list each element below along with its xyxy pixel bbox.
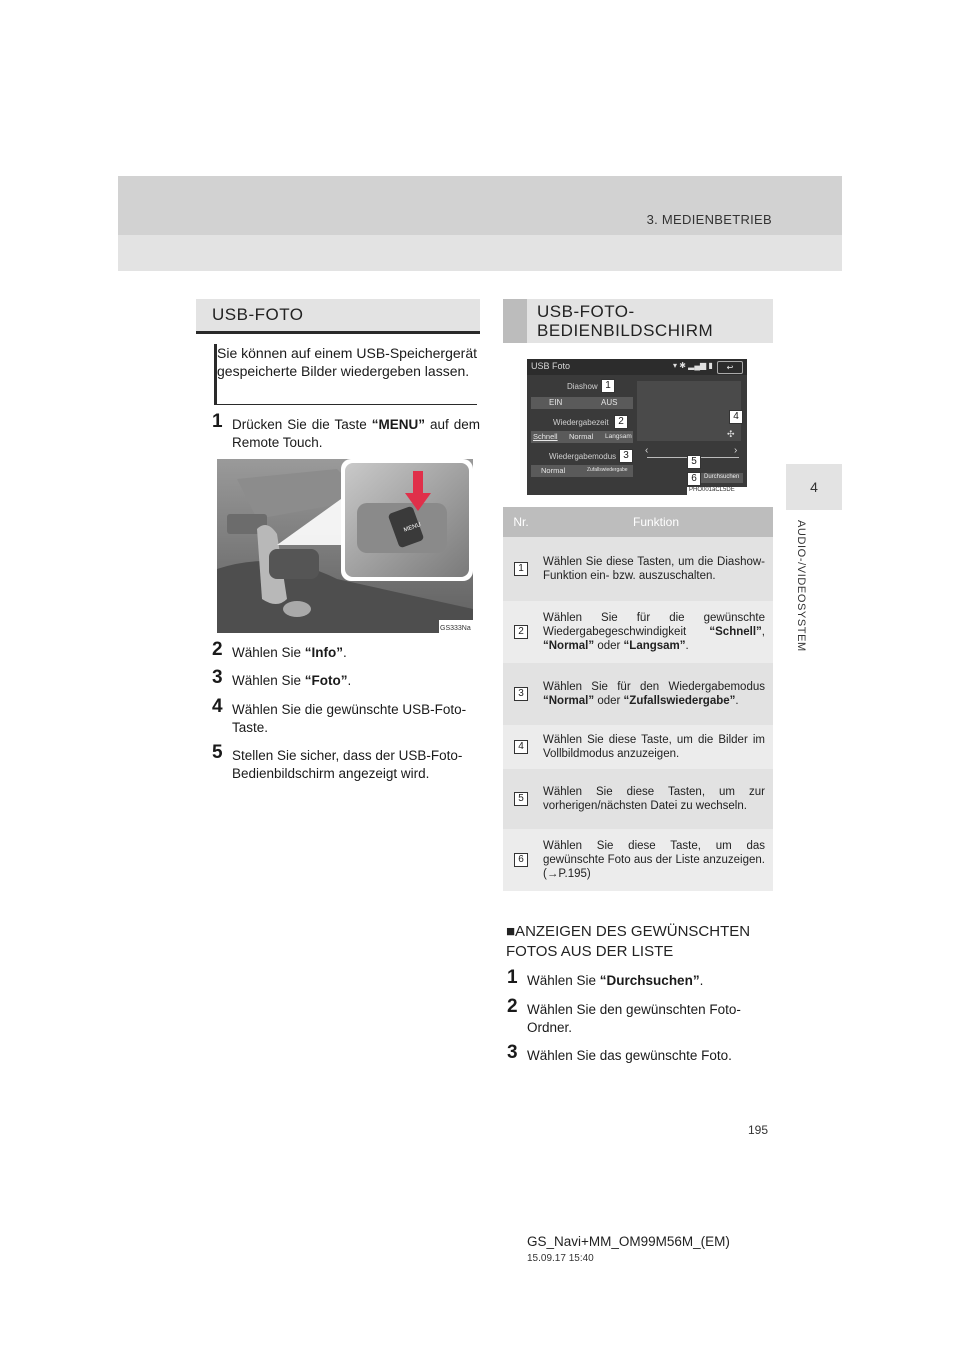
step-text: Wählen Sie die gewünschte USB-Foto-Taste. bbox=[232, 702, 467, 735]
intro-box bbox=[214, 344, 477, 405]
number-box: 2 bbox=[514, 625, 528, 639]
page-number: 195 bbox=[748, 1123, 769, 1137]
right-step-3 bbox=[507, 1042, 773, 1065]
step-text: Drücken Sie die Taste bbox=[232, 417, 372, 432]
table-row bbox=[503, 663, 773, 725]
section-heading-bedienbildschirm bbox=[503, 299, 773, 343]
back-icon: ↩ bbox=[726, 363, 734, 372]
diashow-toggle-row bbox=[531, 397, 633, 409]
function-table bbox=[503, 507, 773, 891]
left-step-5 bbox=[212, 742, 480, 783]
back-button[interactable] bbox=[717, 361, 743, 374]
diashow-label: Diashow bbox=[567, 382, 598, 391]
step-number: 3 bbox=[212, 667, 223, 688]
step-number: 5 bbox=[212, 742, 223, 763]
screen-code: PHO001aCL5DE bbox=[689, 487, 735, 493]
zufall-button[interactable]: Zufallswiedergabe bbox=[587, 467, 628, 473]
col-nr: Nr. bbox=[503, 507, 539, 537]
row-number bbox=[503, 769, 539, 829]
row-number bbox=[503, 829, 539, 891]
step-text: Wählen Sie bbox=[527, 973, 600, 988]
chapter-tab: 4 bbox=[786, 464, 842, 510]
number-box: 3 bbox=[514, 687, 528, 701]
step-number: 2 bbox=[507, 996, 518, 1017]
callout-4: 4 bbox=[729, 410, 743, 424]
step-text: . bbox=[699, 973, 704, 988]
step-number: 2 bbox=[212, 639, 223, 660]
table-row bbox=[503, 601, 773, 663]
col-funktion: Funktion bbox=[539, 507, 773, 537]
right-step-2 bbox=[507, 996, 773, 1037]
langsam-button[interactable]: Langsam bbox=[605, 433, 632, 440]
step-text: auf dem Remote Touch. bbox=[232, 417, 480, 450]
normal-mode-button[interactable]: Normal bbox=[541, 466, 566, 475]
usb-foto-screen bbox=[527, 359, 747, 495]
title-line-2: BEDIENBILDSCHIRM bbox=[537, 321, 714, 340]
step-bold: “MENU” bbox=[371, 417, 425, 432]
step-text: Wählen Sie das gewünschte Foto. bbox=[527, 1048, 732, 1063]
row-function: Wählen Sie diese Tasten, um die Diashow-Funktion ein- bzw. auszuschalten. bbox=[539, 537, 773, 601]
row-function: Wählen Sie für die gewünschte Wiedergabegeschwindigkeit “Schnell”, “Normal” oder “Langsam”. bbox=[539, 601, 773, 663]
row-number bbox=[503, 663, 539, 725]
left-step-1 bbox=[212, 411, 480, 452]
schnell-button[interactable]: Schnell bbox=[533, 432, 558, 441]
row-number bbox=[503, 601, 539, 663]
number-box: 6 bbox=[514, 853, 528, 867]
photo-preview[interactable] bbox=[637, 381, 741, 441]
durchsuchen-label: Durchsuchen bbox=[704, 474, 740, 480]
row-function: Wählen Sie diese Tasten, um zur vorherigen/nächsten Datei zu wechseln. bbox=[539, 769, 773, 829]
table-row bbox=[503, 537, 773, 601]
step-text: Stellen Sie sicher, dass der USB-Foto-Bedienbildschirm angezeigt wird. bbox=[232, 748, 463, 781]
step-number: 4 bbox=[212, 696, 223, 717]
step-text: . bbox=[343, 645, 347, 660]
row-function: Wählen Sie diese Taste, um das gewünschte Foto aus der Liste anzuzeigen. (→P.195) bbox=[539, 829, 773, 891]
number-box: 5 bbox=[514, 792, 528, 806]
doc-id: GS_Navi+MM_OM99M56M_(EM) bbox=[527, 1234, 730, 1249]
step-text: Wählen Sie bbox=[232, 673, 305, 688]
step-bold: “Foto” bbox=[304, 673, 348, 688]
table-row bbox=[503, 829, 773, 891]
chapter-side-label: AUDIO-/VIDEOSYSTEM bbox=[795, 520, 807, 652]
right-step-1 bbox=[507, 967, 773, 990]
callout-3: 3 bbox=[619, 449, 633, 463]
number-box: 4 bbox=[514, 740, 528, 754]
ein-button[interactable]: EIN bbox=[549, 398, 563, 407]
callout-2: 2 bbox=[614, 415, 628, 429]
title-line-1: USB-FOTO- bbox=[537, 302, 635, 321]
step-number: 1 bbox=[507, 967, 518, 988]
step-bold: “Durchsuchen” bbox=[599, 973, 700, 988]
table-row bbox=[503, 725, 773, 769]
remote-touch-photo bbox=[217, 459, 473, 633]
photo-menu-label: MENU bbox=[403, 521, 422, 534]
next-icon[interactable]: › bbox=[734, 445, 738, 456]
callout-5: 5 bbox=[687, 455, 701, 469]
table-body bbox=[503, 537, 773, 891]
callout-1: 1 bbox=[601, 379, 615, 393]
table-header bbox=[503, 507, 773, 537]
heading-stripe bbox=[503, 299, 527, 343]
row-number bbox=[503, 725, 539, 769]
fullscreen-icon[interactable]: ✣ bbox=[727, 429, 735, 439]
status-icons: ▾ ✱ ▂▄▆ ▮ bbox=[673, 361, 713, 370]
chapter-title: 3. MEDIENBETRIEB bbox=[646, 212, 772, 227]
normal-speed-button[interactable]: Normal bbox=[569, 432, 594, 441]
section-title bbox=[537, 302, 713, 340]
left-step-4 bbox=[212, 696, 480, 737]
section-heading-usb-foto bbox=[196, 299, 480, 334]
step-text: . bbox=[347, 673, 352, 688]
wiedergabezeit-label: Wiedergabezeit bbox=[553, 418, 609, 427]
left-step-3 bbox=[212, 667, 480, 690]
wiedergabemodus-label: Wiedergabemodus bbox=[549, 452, 617, 461]
step-text: Wählen Sie bbox=[232, 645, 305, 660]
step-number: 1 bbox=[212, 411, 223, 432]
table-row bbox=[503, 769, 773, 829]
callout-6: 6 bbox=[687, 472, 701, 486]
photo-code: GS333Na bbox=[440, 625, 471, 632]
number-box: 1 bbox=[514, 562, 528, 576]
step-text: Wählen Sie den gewünschten Foto-Ordner. bbox=[527, 1002, 741, 1035]
row-number bbox=[503, 537, 539, 601]
screen-title: USB Foto bbox=[531, 361, 571, 371]
row-function: Wählen Sie für den Wiedergabemodus “Normal” oder “Zufallswiedergabe”. bbox=[539, 663, 773, 725]
section-title: USB-FOTO bbox=[212, 305, 304, 324]
sub-section-heading: ■ANZEIGEN DES GEWÜNSCHTEN FOTOS AUS DER LISTE bbox=[506, 923, 751, 960]
photo-illustration bbox=[217, 459, 473, 633]
intro-text: Sie können auf einem USB-Speichergerät gespeicherte Bilder wiedergeben lassen. bbox=[217, 345, 477, 379]
step-number: 3 bbox=[507, 1042, 518, 1063]
left-step-2 bbox=[212, 639, 480, 662]
prev-icon[interactable]: ‹ bbox=[645, 445, 649, 456]
step-bold: “Info” bbox=[304, 645, 344, 660]
row-function: Wählen Sie diese Taste, um die Bilder im Vollbildmodus anzuzeigen. bbox=[539, 725, 773, 769]
print-timestamp: 15.09.17 15:40 bbox=[527, 1253, 594, 1264]
aus-button[interactable]: AUS bbox=[601, 398, 618, 407]
